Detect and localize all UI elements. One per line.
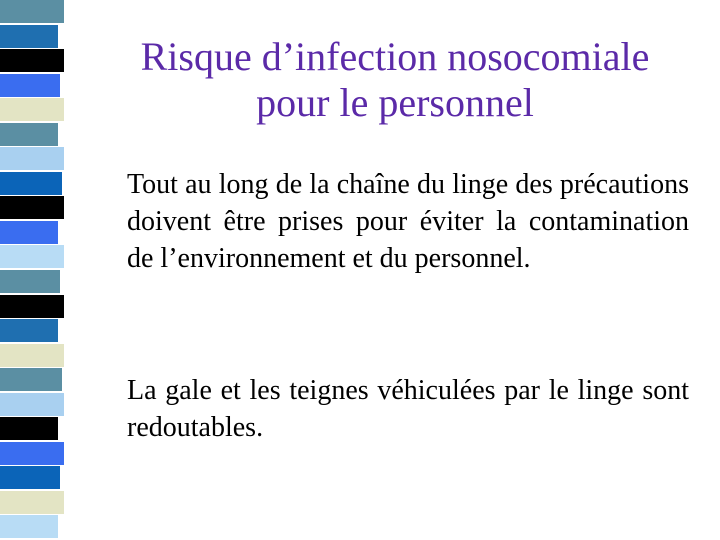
decorative-stripe — [0, 25, 59, 48]
decorative-stripe — [0, 515, 59, 538]
slide-title — [95, 34, 695, 126]
decorative-stripe — [0, 221, 59, 244]
decorative-stripe — [0, 147, 65, 170]
decorative-stripe — [0, 319, 59, 342]
decorative-stripe — [0, 491, 65, 514]
decorative-stripe — [0, 368, 63, 391]
body-paragraph-1: Tout au long de la chaîne du linge des précautions doivent être prises pour éviter la contamination de l’environnement et du personnel. — [127, 169, 689, 274]
decorative-stripe-bar — [0, 0, 68, 540]
decorative-stripe — [0, 417, 59, 440]
decorative-stripe — [0, 98, 65, 121]
decorative-stripe — [0, 466, 61, 489]
slide-title-line-2: pour le personnel — [256, 80, 534, 125]
decorative-stripe — [0, 172, 63, 195]
decorative-stripe — [0, 0, 65, 23]
decorative-stripe — [0, 74, 61, 97]
decorative-stripe — [0, 393, 65, 416]
decorative-stripe — [0, 49, 65, 72]
decorative-stripe — [0, 123, 59, 146]
decorative-stripe — [0, 270, 61, 293]
decorative-stripe — [0, 196, 65, 219]
decorative-stripe — [0, 442, 65, 465]
slide-title-line-1: Risque d’infection nosocomiale — [140, 34, 650, 79]
body-paragraph-2: La gale et les teignes véhiculées par le linge sont redoutables. — [127, 375, 689, 443]
decorative-stripe — [0, 245, 65, 268]
decorative-stripe — [0, 344, 65, 367]
decorative-stripe — [0, 295, 65, 318]
